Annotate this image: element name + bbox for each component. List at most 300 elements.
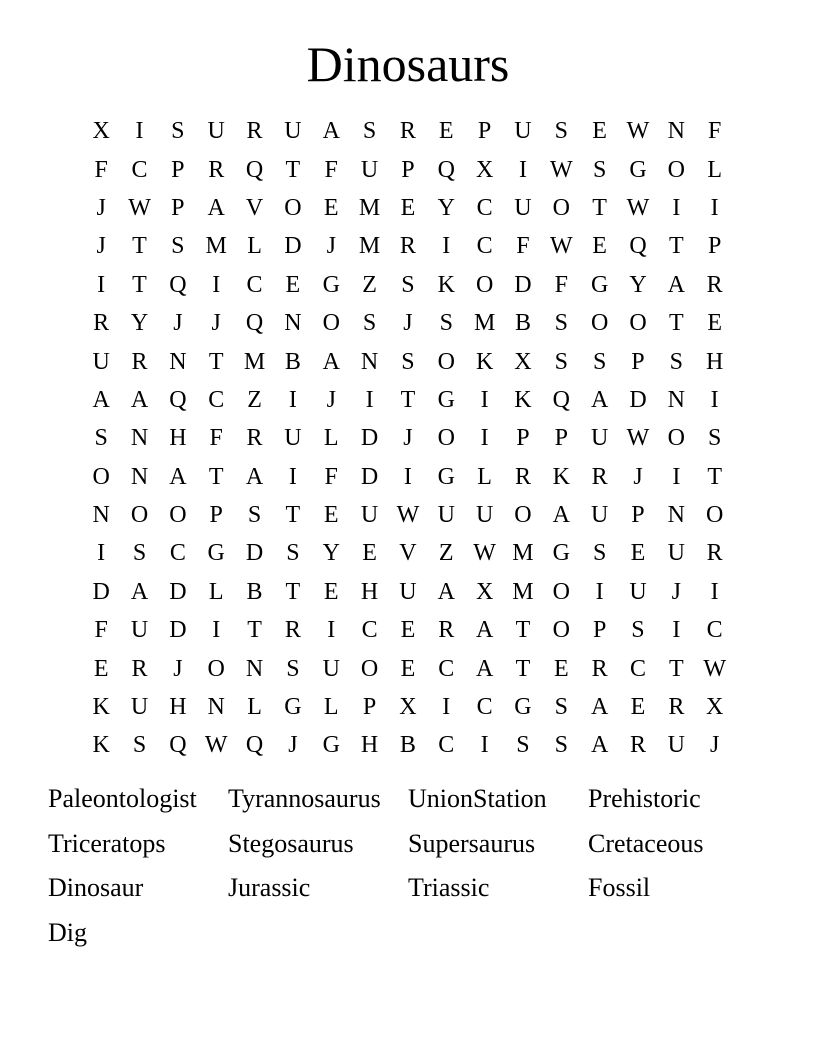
- grid-letter: J: [671, 578, 681, 605]
- grid-letter: W: [626, 425, 650, 452]
- grid-letter: O: [322, 310, 340, 337]
- grid-letter: R: [399, 118, 416, 145]
- grid-letter: P: [631, 348, 645, 375]
- grid-letter: I: [403, 463, 412, 490]
- grid-letter: D: [245, 540, 264, 567]
- grid-letter: N: [207, 694, 225, 721]
- page-title: Dinosaurs: [306, 36, 510, 92]
- grid-letter: O: [667, 425, 685, 452]
- grid-letter: I: [288, 386, 297, 413]
- grid-letter: I: [480, 732, 489, 759]
- grid-letter: M: [358, 233, 381, 260]
- word-bank-item: Fossil: [588, 873, 651, 902]
- grid-letter: S: [286, 540, 300, 567]
- grid-letter: O: [706, 502, 724, 529]
- grid-letter: L: [477, 463, 492, 490]
- grid-letter: Y: [322, 540, 340, 567]
- grid-letter: Y: [437, 194, 455, 221]
- grid-letter: N: [245, 655, 264, 682]
- grid-letter: K: [514, 386, 532, 413]
- grid-letter: M: [512, 540, 534, 567]
- grid-letter: O: [92, 463, 110, 490]
- grid-letter: J: [633, 463, 643, 490]
- grid-letter: P: [171, 194, 185, 221]
- grid-letter: Q: [245, 732, 264, 759]
- grid-letter: E: [323, 194, 339, 221]
- grid-letter: V: [245, 194, 264, 221]
- grid-letter: F: [209, 425, 223, 452]
- grid-letter: E: [592, 118, 607, 145]
- grid-letter: O: [590, 310, 609, 337]
- grid-letter: I: [288, 463, 297, 490]
- grid-letter: J: [403, 310, 413, 337]
- grid-letter: I: [212, 271, 221, 298]
- grid-letter: E: [400, 194, 416, 221]
- grid-row: [82, 534, 734, 572]
- grid-letter: E: [93, 655, 109, 682]
- grid-letter: S: [132, 732, 147, 759]
- grid-letter: D: [169, 578, 187, 605]
- grid-letter: D: [514, 271, 532, 298]
- grid-letter: R: [706, 540, 723, 567]
- grid-letter: S: [516, 732, 530, 759]
- word-bank-item: Stegosaurus: [228, 828, 354, 858]
- grid-letter: R: [706, 271, 723, 298]
- grid-letter: D: [360, 463, 379, 490]
- grid-letter: U: [284, 425, 302, 452]
- grid-letter: L: [323, 425, 339, 452]
- grid-letter: Q: [169, 271, 187, 298]
- grid-letter: S: [554, 310, 568, 337]
- grid-letter: Y: [629, 271, 647, 298]
- grid-letter: S: [554, 348, 568, 375]
- grid-letter: B: [514, 310, 531, 337]
- grid-letter: W: [549, 156, 573, 183]
- grid-letter: A: [245, 463, 264, 490]
- grid-letter: N: [667, 386, 685, 413]
- grid-row: [82, 611, 734, 649]
- grid-letter: S: [669, 348, 683, 375]
- grid-letter: B: [246, 578, 263, 605]
- grid-letter: O: [360, 655, 379, 682]
- grid-letter: F: [324, 463, 338, 490]
- grid-letter: C: [438, 732, 455, 759]
- grid-letter: I: [327, 617, 336, 644]
- grid-letter: C: [131, 156, 148, 183]
- grid-letter: W: [128, 194, 151, 221]
- grid-letter: W: [703, 655, 726, 682]
- grid-letter: A: [207, 194, 225, 221]
- grid-row: [82, 112, 734, 150]
- grid-letter: G: [284, 694, 302, 721]
- word-bank-item: Paleontologist: [48, 784, 197, 813]
- grid-letter: T: [668, 655, 684, 682]
- grid-letter: Z: [362, 271, 377, 298]
- grid-row: [82, 726, 734, 764]
- grid-letter: N: [130, 463, 149, 490]
- grid-letter: S: [286, 655, 300, 682]
- grid-letter: H: [360, 732, 379, 759]
- grid-letter: A: [322, 348, 340, 375]
- grid-letter: A: [590, 694, 609, 721]
- grid-letter: R: [284, 617, 301, 644]
- grid-row: [82, 419, 734, 457]
- grid-letter: G: [629, 156, 647, 183]
- grid-letter: P: [209, 502, 223, 529]
- grid-letter: U: [130, 617, 149, 644]
- grid-letter: I: [442, 233, 451, 260]
- grid-letter: T: [285, 502, 301, 529]
- grid-letter: J: [96, 233, 106, 260]
- grid-letter: Q: [245, 310, 264, 337]
- grid-letter: C: [629, 655, 646, 682]
- grid-letter: T: [668, 233, 684, 260]
- grid-letter: L: [247, 233, 262, 260]
- grid-letter: R: [668, 694, 685, 721]
- grid-letter: L: [208, 578, 224, 605]
- grid-letter: S: [554, 118, 568, 145]
- grid-letter: E: [630, 694, 646, 721]
- grid-row: [82, 342, 734, 380]
- grid-letter: J: [403, 425, 413, 452]
- grid-letter: C: [438, 655, 455, 682]
- grid-letter: O: [667, 156, 685, 183]
- grid-row: [82, 649, 734, 687]
- grid-letter: O: [552, 578, 570, 605]
- grid-letter: D: [360, 425, 379, 452]
- grid-letter: P: [554, 425, 568, 452]
- grid-row: [82, 381, 734, 419]
- grid-letter: U: [667, 732, 685, 759]
- grid-letter: Q: [437, 156, 455, 183]
- grid-letter: O: [552, 194, 570, 221]
- grid-letter: S: [94, 425, 108, 452]
- grid-row: [82, 688, 734, 726]
- grid-letter: N: [130, 425, 149, 452]
- word-bank-item: Triassic: [408, 873, 490, 902]
- grid-letter: J: [173, 655, 183, 682]
- grid-letter: E: [400, 617, 416, 644]
- grid-letter: E: [362, 540, 377, 567]
- grid-letter: T: [132, 271, 147, 298]
- grid-letter: G: [437, 386, 455, 413]
- grid-letter: R: [93, 310, 110, 337]
- grid-letter: A: [130, 386, 149, 413]
- grid-letter: T: [208, 463, 224, 490]
- grid-letter: T: [668, 310, 684, 337]
- grid-letter: T: [592, 194, 607, 221]
- grid-letter: L: [707, 156, 722, 183]
- grid-letter: G: [322, 732, 340, 759]
- letter-grid: [82, 112, 734, 765]
- grid-letter: S: [554, 732, 568, 759]
- grid-letter: X: [706, 694, 724, 721]
- grid-letter: I: [97, 271, 106, 298]
- grid-letter: E: [553, 655, 569, 682]
- grid-letter: S: [362, 118, 377, 145]
- grid-letter: W: [626, 194, 650, 221]
- grid-letter: Q: [552, 386, 570, 413]
- grid-letter: I: [672, 463, 681, 490]
- grid-letter: C: [476, 694, 493, 721]
- grid-letter: U: [514, 118, 532, 145]
- grid-letter: F: [516, 233, 530, 260]
- grid-letter: I: [480, 425, 489, 452]
- grid-letter: T: [285, 156, 301, 183]
- grid-row: [82, 227, 734, 265]
- word-bank-item: Dinosaur: [48, 873, 144, 902]
- grid-letter: O: [437, 348, 455, 375]
- grid-letter: C: [361, 617, 378, 644]
- grid-letter: U: [475, 502, 494, 529]
- grid-letter: S: [401, 348, 415, 375]
- grid-letter: U: [590, 425, 609, 452]
- grid-letter: O: [437, 425, 455, 452]
- grid-letter: A: [475, 655, 494, 682]
- grid-row: [82, 496, 734, 534]
- grid-letter: O: [130, 502, 149, 529]
- grid-letter: R: [131, 348, 148, 375]
- grid-letter: T: [515, 617, 531, 644]
- grid-letter: R: [629, 732, 646, 759]
- grid-letter: D: [284, 233, 302, 260]
- grid-row: [82, 458, 734, 496]
- grid-letter: S: [439, 310, 453, 337]
- grid-letter: R: [246, 118, 263, 145]
- grid-letter: A: [322, 118, 340, 145]
- grid-letter: T: [707, 463, 722, 490]
- grid-letter: N: [284, 310, 302, 337]
- grid-letter: X: [475, 578, 494, 605]
- grid-letter: C: [208, 386, 225, 413]
- grid-letter: W: [626, 118, 650, 145]
- grid-letter: H: [169, 425, 187, 452]
- grid-letter: I: [135, 118, 144, 145]
- grid-letter: K: [92, 694, 110, 721]
- grid-letter: R: [131, 655, 148, 682]
- grid-letter: H: [706, 348, 724, 375]
- grid-letter: S: [171, 233, 185, 260]
- grid-letter: I: [480, 386, 489, 413]
- grid-letter: R: [246, 425, 263, 452]
- grid-letter: Z: [247, 386, 262, 413]
- grid-letter: O: [207, 655, 225, 682]
- grid-letter: H: [169, 694, 187, 721]
- grid-letter: R: [514, 463, 531, 490]
- grid-letter: S: [554, 694, 568, 721]
- word-bank-item: Tyrannosaurus: [228, 784, 381, 813]
- grid-letter: S: [171, 118, 185, 145]
- grid-letter: T: [208, 348, 224, 375]
- grid-letter: M: [473, 310, 496, 337]
- grid-letter: N: [169, 348, 187, 375]
- grid-letter: O: [629, 310, 647, 337]
- grid-letter: W: [549, 233, 573, 260]
- grid-letter: P: [171, 156, 185, 183]
- grid-letter: P: [516, 425, 530, 452]
- grid-letter: K: [475, 348, 494, 375]
- grid-letter: R: [438, 617, 455, 644]
- grid-letter: E: [323, 502, 339, 529]
- grid-letter: P: [362, 694, 377, 721]
- grid-letter: W: [204, 732, 228, 759]
- grid-letter: I: [672, 617, 681, 644]
- grid-letter: F: [554, 271, 568, 298]
- grid-letter: R: [399, 233, 416, 260]
- word-bank-item: UnionStation: [408, 784, 547, 813]
- grid-letter: U: [399, 578, 417, 605]
- grid-letter: S: [362, 310, 377, 337]
- grid-letter: X: [475, 156, 494, 183]
- grid-letter: J: [96, 194, 106, 221]
- grid-letter: F: [94, 617, 108, 644]
- word-bank-item: Cretaceous: [588, 828, 704, 858]
- grid-letter: D: [92, 578, 110, 605]
- grid-row: [82, 573, 734, 611]
- grid-letter: O: [284, 194, 302, 221]
- grid-letter: E: [707, 310, 722, 337]
- grid-letter: J: [288, 732, 298, 759]
- grid-letter: N: [92, 502, 110, 529]
- grid-letter: J: [173, 310, 183, 337]
- grid-letter: C: [169, 540, 186, 567]
- grid-letter: S: [631, 617, 645, 644]
- word-bank-item: Jurassic: [228, 873, 311, 902]
- grid-letter: U: [360, 156, 379, 183]
- grid-letter: J: [211, 310, 221, 337]
- grid-letter: U: [437, 502, 455, 529]
- grid-letter: Q: [169, 732, 187, 759]
- grid-letter: U: [207, 118, 225, 145]
- word-bank: [48, 777, 768, 955]
- grid-letter: U: [360, 502, 379, 529]
- grid-letter: C: [476, 233, 493, 260]
- grid-letter: I: [365, 386, 374, 413]
- grid-letter: P: [592, 617, 607, 644]
- grid-letter: S: [592, 348, 607, 375]
- grid-letter: F: [707, 118, 722, 145]
- grid-letter: J: [326, 233, 336, 260]
- grid-letter: O: [475, 271, 494, 298]
- grid-letter: P: [707, 233, 722, 260]
- grid-letter: T: [515, 655, 531, 682]
- grid-letter: E: [400, 655, 416, 682]
- grid-letter: N: [360, 348, 379, 375]
- grid-letter: C: [246, 271, 263, 298]
- grid-letter: L: [323, 694, 339, 721]
- grid-letter: Y: [130, 310, 149, 337]
- grid-letter: U: [514, 194, 532, 221]
- grid-letter: I: [97, 540, 106, 567]
- grid-letter: K: [92, 732, 110, 759]
- grid-letter: O: [552, 617, 570, 644]
- grid-letter: M: [205, 233, 227, 260]
- grid-letter: I: [518, 156, 527, 183]
- grid-letter: E: [323, 578, 339, 605]
- grid-letter: P: [401, 156, 415, 183]
- grid-letter: Z: [438, 540, 454, 567]
- grid-letter: W: [473, 540, 496, 567]
- grid-letter: A: [130, 578, 149, 605]
- grid-letter: O: [169, 502, 187, 529]
- grid-letter: E: [438, 118, 454, 145]
- grid-letter: A: [169, 463, 187, 490]
- grid-row: [82, 150, 734, 188]
- grid-letter: E: [592, 233, 607, 260]
- grid-letter: A: [475, 617, 494, 644]
- grid-letter: A: [92, 386, 110, 413]
- grid-letter: G: [514, 694, 532, 721]
- grid-letter: I: [212, 617, 221, 644]
- grid-letter: T: [285, 578, 301, 605]
- grid-letter: G: [590, 271, 609, 298]
- grid-letter: F: [94, 156, 108, 183]
- grid-letter: U: [590, 502, 609, 529]
- grid-letter: I: [710, 386, 719, 413]
- grid-letter: M: [243, 348, 266, 375]
- grid-letter: N: [667, 118, 685, 145]
- grid-letter: Q: [245, 156, 264, 183]
- grid-letter: S: [247, 502, 262, 529]
- grid-letter: C: [706, 617, 723, 644]
- grid-letter: U: [667, 540, 685, 567]
- grid-letter: G: [322, 271, 340, 298]
- grid-letter: W: [396, 502, 420, 529]
- grid-letter: P: [631, 502, 645, 529]
- grid-letter: E: [285, 271, 301, 298]
- grid-letter: U: [629, 578, 647, 605]
- grid-letter: A: [437, 578, 455, 605]
- grid-letter: S: [592, 156, 607, 183]
- grid-letter: D: [629, 386, 647, 413]
- grid-letter: F: [324, 156, 338, 183]
- grid-letter: Q: [629, 233, 647, 260]
- grid-letter: I: [442, 694, 451, 721]
- grid-letter: T: [247, 617, 262, 644]
- grid-letter: X: [399, 694, 417, 721]
- grid-letter: J: [710, 732, 720, 759]
- grid-letter: M: [358, 194, 381, 221]
- grid-letter: X: [514, 348, 532, 375]
- grid-letter: A: [590, 386, 609, 413]
- grid-row: [82, 266, 734, 304]
- grid-letter: A: [590, 732, 609, 759]
- grid-letter: Q: [169, 386, 187, 413]
- grid-letter: I: [595, 578, 604, 605]
- grid-letter: I: [672, 194, 681, 221]
- grid-letter: B: [284, 348, 301, 375]
- grid-letter: A: [552, 502, 570, 529]
- grid-letter: J: [326, 386, 336, 413]
- grid-letter: U: [130, 694, 149, 721]
- grid-letter: T: [132, 233, 147, 260]
- grid-letter: M: [512, 578, 534, 605]
- grid-letter: D: [169, 617, 187, 644]
- grid-letter: C: [476, 194, 493, 221]
- grid-letter: I: [710, 194, 719, 221]
- grid-letter: G: [207, 540, 225, 567]
- grid-letter: U: [92, 348, 110, 375]
- word-bank-item: Dig: [48, 917, 87, 947]
- grid-letter: K: [437, 271, 455, 298]
- grid-letter: G: [437, 463, 455, 490]
- grid-letter: H: [360, 578, 379, 605]
- grid-letter: S: [132, 540, 147, 567]
- grid-letter: G: [552, 540, 570, 567]
- grid-letter: A: [667, 271, 685, 298]
- grid-letter: I: [710, 578, 719, 605]
- grid-letter: L: [247, 694, 262, 721]
